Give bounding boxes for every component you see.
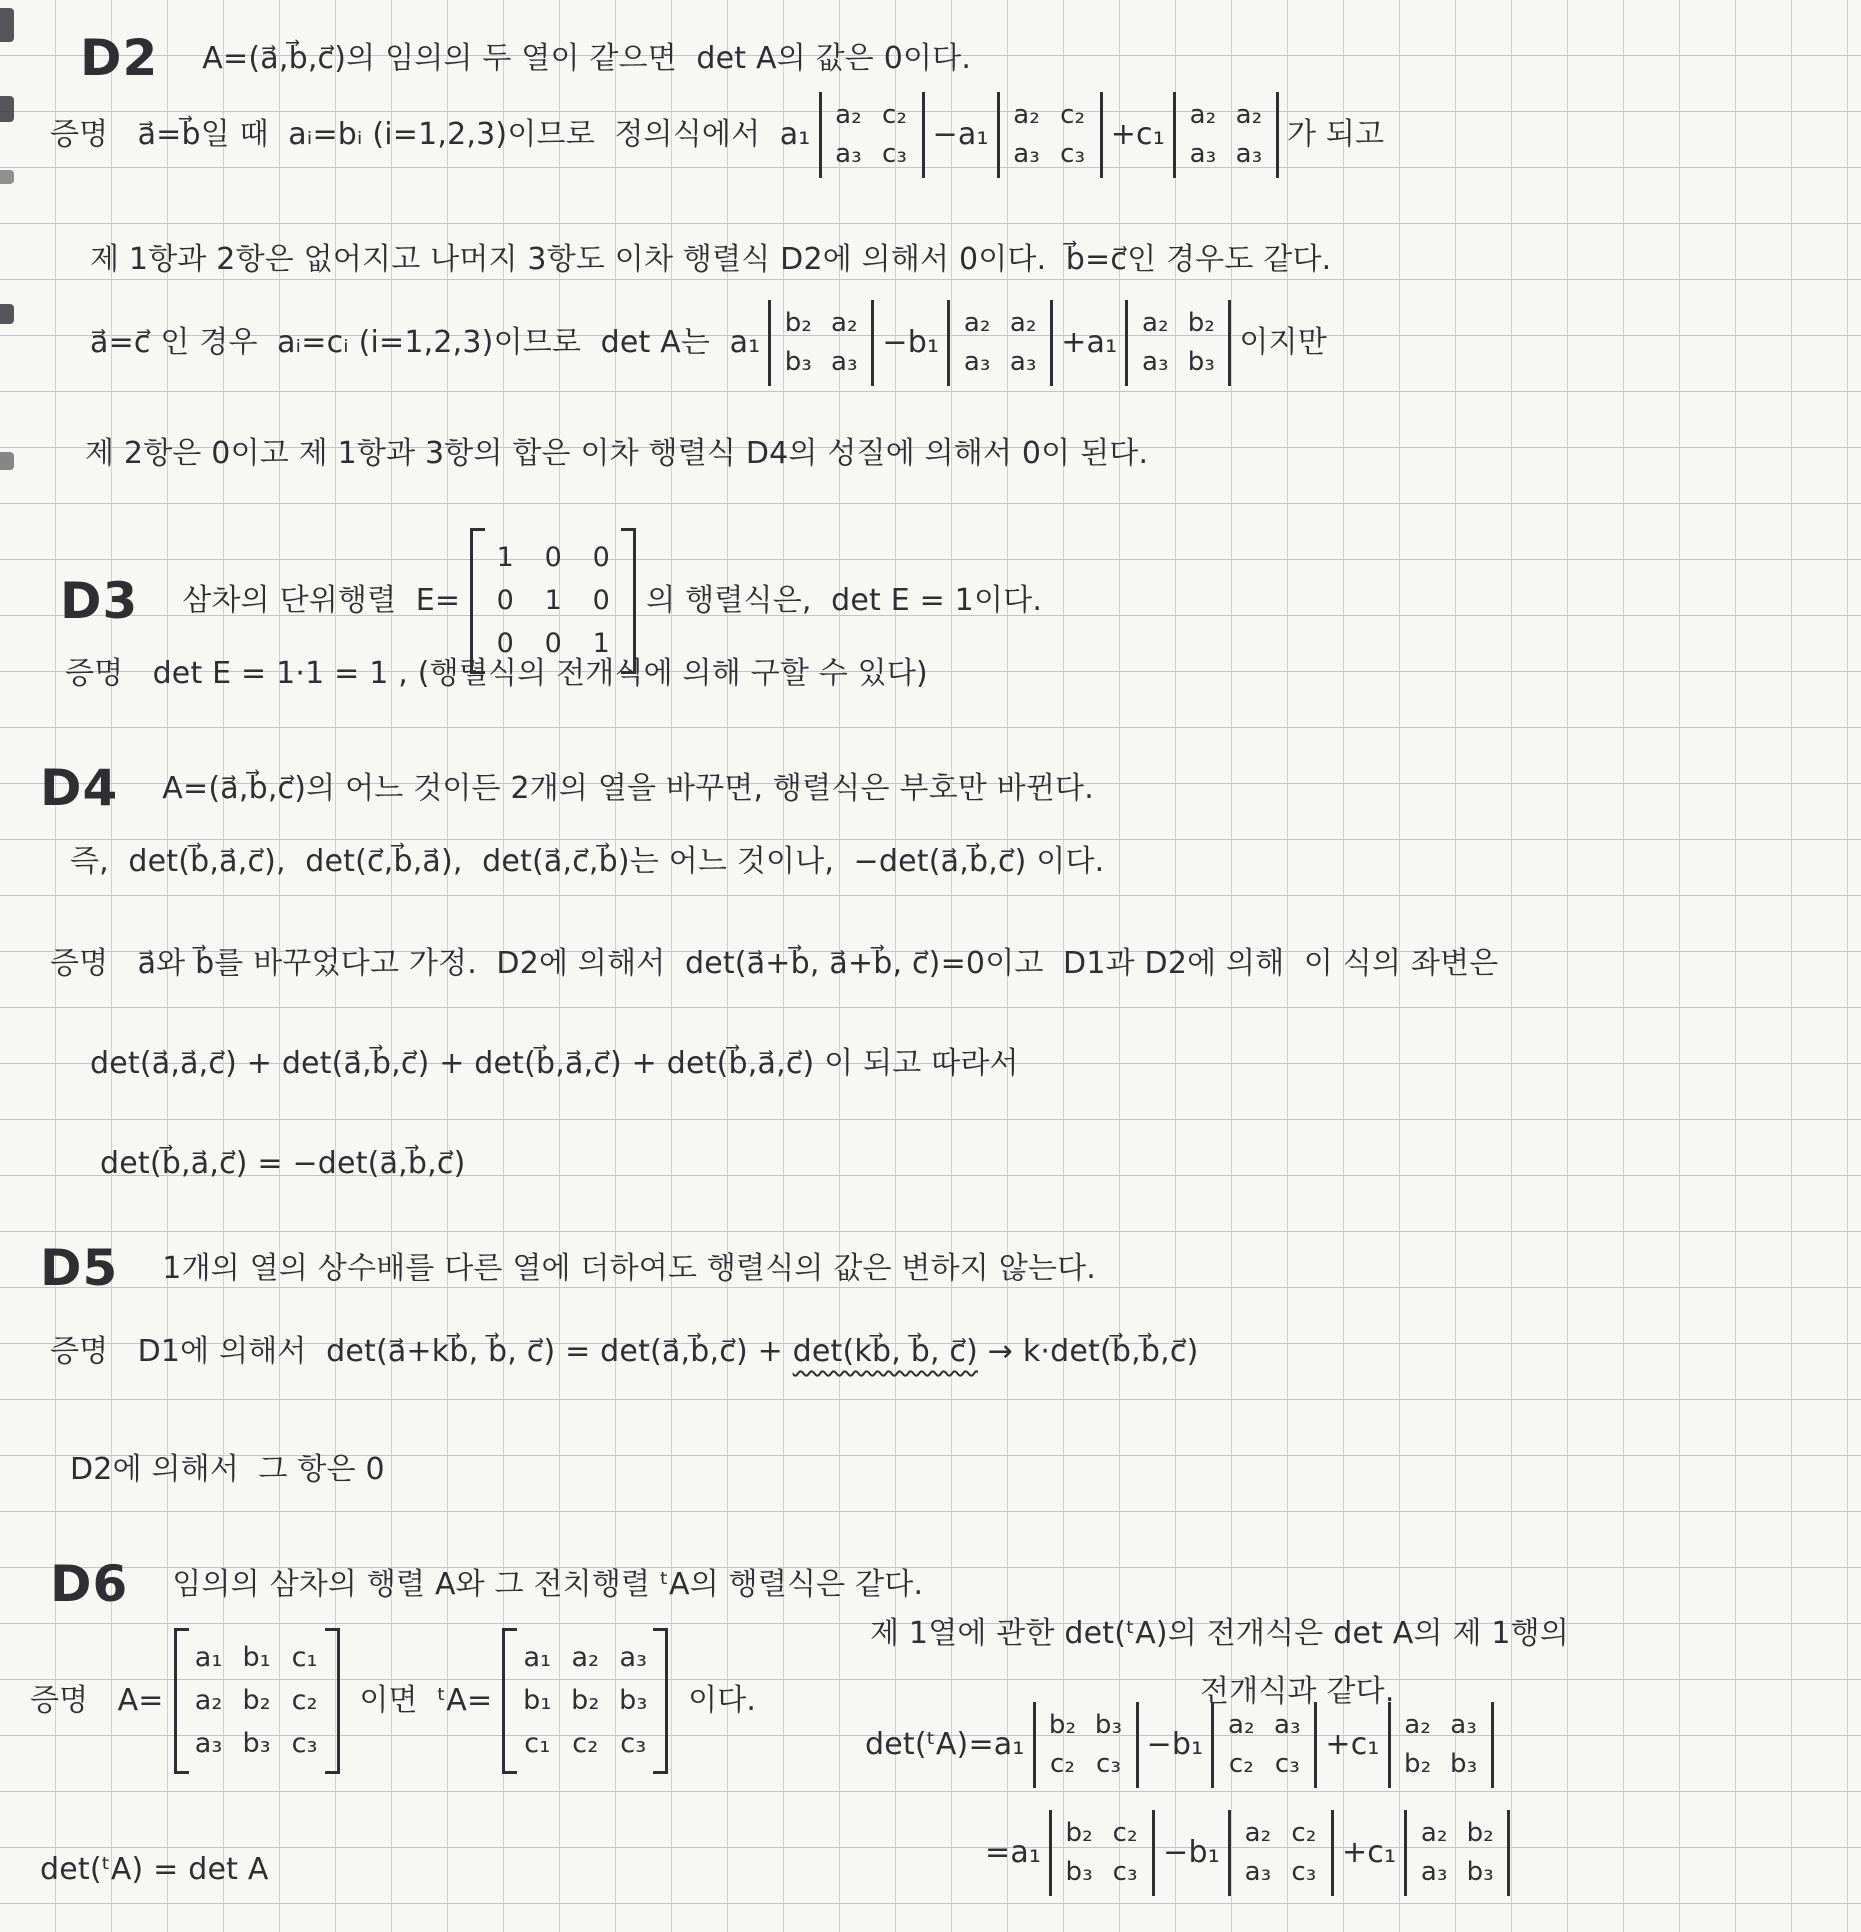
d4-proof-line-2 — [90, 1042, 1019, 1086]
handwritten-text-run: −a₁ — [932, 117, 989, 153]
handwritten-text-run: 증명 a⃗=b⃗일 때 aᵢ=bᵢ (i=1,2,3)이므로 정의식에서 a₁ — [50, 117, 811, 153]
handwritten-text-run: 가 되고 — [1286, 117, 1385, 153]
handwritten-text-run: −b₁ — [1163, 1835, 1220, 1871]
determinant-2x2: a₂ a₂ a₃ a₃ — [947, 300, 1053, 386]
handwritten-text-run: 증명 D1에 의해서 det(a⃗+kb⃗, b⃗, c⃗) = det(a⃗,b⃗,c⃗) + — [50, 1334, 793, 1369]
handwritten-text-run: −b₁ — [1146, 1727, 1204, 1763]
d2-statement-label: D2 — [80, 29, 159, 87]
d2-proof-line-2 — [90, 238, 1331, 282]
handwritten-text-run: det(a⃗,a⃗,c⃗) + det(a⃗,b⃗,c⃗) + det(b⃗,a⃗,c⃗) + det(b⃗,a⃗,c⃗) 이 되고 따라서 — [90, 1046, 1019, 1081]
d6-statement-label: D6 — [50, 1555, 129, 1613]
handwritten-text-run: det(ᵗA)=a₁ — [865, 1727, 1025, 1763]
handwritten-text-run: A=(a⃗,b⃗,c⃗)의 어느 것이든 2개의 열을 바꾸면, 행렬식은 부호만 바뀐다. — [162, 770, 1094, 806]
handwritten-text-run: 삼차의 단위행렬 E= — [182, 583, 461, 619]
handwritten-text-run: A=(a⃗,b⃗,c⃗)의 임의의 두 열이 같으면 det A의 값은 0이다. — [202, 40, 972, 76]
handwritten-text-run: 이지만 — [1239, 325, 1327, 361]
handwritten-text-run: +a₁ — [1061, 325, 1118, 361]
d6-expansion-line-2 — [985, 1810, 1518, 1896]
determinant-2x2: a₂ a₂ a₃ a₃ — [1173, 92, 1279, 178]
d6-conclusion — [40, 1848, 269, 1892]
d3-statement-label: D3 — [60, 571, 139, 630]
handwritten-text-run: +c₁ — [1325, 1727, 1380, 1763]
determinant-2x2: a₂ c₂ a₃ c₃ — [819, 92, 925, 178]
handwritten-text-run: det(ᵗA) = det A — [40, 1852, 269, 1887]
handwritten-text-run: +c₁ — [1110, 117, 1165, 153]
d3-proof — [65, 652, 928, 696]
wavy-underlined-term: det(kb⃗, b⃗, c⃗) — [792, 1334, 979, 1369]
determinant-2x2: a₂ b₂ a₃ b₃ — [1125, 300, 1231, 386]
handwritten-text-run: −b₁ — [882, 325, 940, 361]
handwritten-text-run: → k·det(b⃗,b⃗,c⃗) — [978, 1334, 1199, 1369]
matrix-3x3: a₁ b₁ c₁ a₂ b₂ c₂ a₃ b₃ c₃ — [174, 1628, 340, 1774]
determinant-2x2: a₂ c₂ a₃ c₃ — [1228, 1810, 1334, 1896]
handwritten-text-run: 제 1열에 관한 det(ᵗA)의 전개식은 det A의 제 1행의 — [870, 1616, 1570, 1651]
handwritten-text-run: a⃗=c⃗ 인 경우 aᵢ=cᵢ (i=1,2,3)이므로 det A는 a₁ — [90, 325, 761, 361]
handwritten-text-run: +c₁ — [1341, 1835, 1397, 1871]
d2-proof-line-4 — [85, 432, 1148, 476]
d4-statement-label: D4 — [40, 759, 119, 817]
d4-statement — [40, 752, 1094, 825]
handwritten-text-run: 즉, det(b⃗,a⃗,c⃗), det(c⃗,b⃗,a⃗), det(a⃗,c⃗,b⃗)는 어느 것이나, −det(a⃗,b⃗,c⃗) 이다. — [70, 844, 1105, 879]
d2-proof-line-1 — [50, 92, 1384, 178]
d4-note — [70, 840, 1104, 884]
determinant-2x2: b₂ a₂ b₃ a₃ — [768, 300, 874, 386]
d5-statement — [40, 1232, 1096, 1305]
handwritten-text-run: =a₁ — [985, 1835, 1042, 1871]
handwritten-text-run: D2에 의해서 그 항은 0 — [70, 1452, 385, 1487]
handwritten-text-run: 제 2항은 0이고 제 1항과 3항의 합은 이차 행렬식 D4의 성질에 의해서 0이 된다. — [85, 436, 1149, 471]
handwritten-text-run: 증명 A= — [30, 1683, 164, 1719]
handwritten-text-run: 임의의 삼차의 행렬 A와 그 전치행렬 ᵗA의 행렬식은 같다. — [172, 1566, 924, 1602]
d6-proof-matrices — [30, 1628, 756, 1774]
handwritten-text-run: 증명 det E = 1·1 = 1 , (행렬식의 전개식에 의해 구할 수 있다) — [65, 656, 928, 691]
d5-proof-line-2 — [70, 1448, 385, 1492]
d6-expansion-line-1 — [865, 1702, 1502, 1788]
d4-proof-line-3 — [100, 1142, 465, 1186]
handwritten-text-run: det(b⃗,a⃗,c⃗) = −det(a⃗,b⃗,c⃗) — [100, 1146, 466, 1181]
handwritten-text-run: 이다. — [678, 1683, 757, 1719]
matrix-3x3: 1 0 0 0 1 0 0 0 1 — [470, 528, 636, 674]
d5-statement-label: D5 — [40, 1239, 119, 1297]
handwritten-text-run: 증명 a⃗와 b⃗를 바꾸었다고 가정. D2에 의해서 det(a⃗+b⃗, a⃗+b⃗, c⃗)=0이고 D1과 D2에 의해 이 식의 좌변은 — [50, 946, 1499, 981]
handwritten-text-run: 의 행렬식은, det E = 1이다. — [646, 583, 1043, 619]
determinant-2x2: a₂ a₃ b₂ b₃ — [1388, 1702, 1494, 1788]
determinant-2x2: a₂ c₂ a₃ c₃ — [997, 92, 1103, 178]
handwritten-text-run: 1개의 열의 상수배를 다른 열에 더하여도 행렬식의 값은 변하지 않는다. — [162, 1250, 1096, 1286]
d4-proof-line-1 — [50, 942, 1498, 986]
determinant-2x2: b₂ c₂ b₃ c₃ — [1049, 1810, 1155, 1896]
handwritten-text-run: 전개식과 같다. — [1200, 1674, 1395, 1709]
determinant-2x2: a₂ b₂ a₃ b₃ — [1404, 1810, 1510, 1896]
d5-proof-line-1 — [50, 1330, 1198, 1374]
determinant-2x2: a₂ a₃ c₂ c₃ — [1211, 1702, 1317, 1788]
d6-statement — [50, 1548, 923, 1621]
handwritten-text-run: 제 1항과 2항은 없어지고 나머지 3항도 이차 행렬식 D2에 의해서 0이다. b⃗=c⃗인 경우도 같다. — [90, 242, 1332, 277]
d2-statement — [80, 22, 971, 95]
handwritten-text-run: 이면 ᵗA= — [349, 1683, 493, 1719]
d2-proof-line-3 — [90, 300, 1327, 386]
d6-proof-note-1 — [870, 1612, 1569, 1656]
matrix-3x3: a₁ a₂ a₃ b₁ b₂ b₃ c₁ c₂ c₃ — [502, 1628, 668, 1774]
determinant-2x2: b₂ b₃ c₂ c₃ — [1033, 1702, 1139, 1788]
